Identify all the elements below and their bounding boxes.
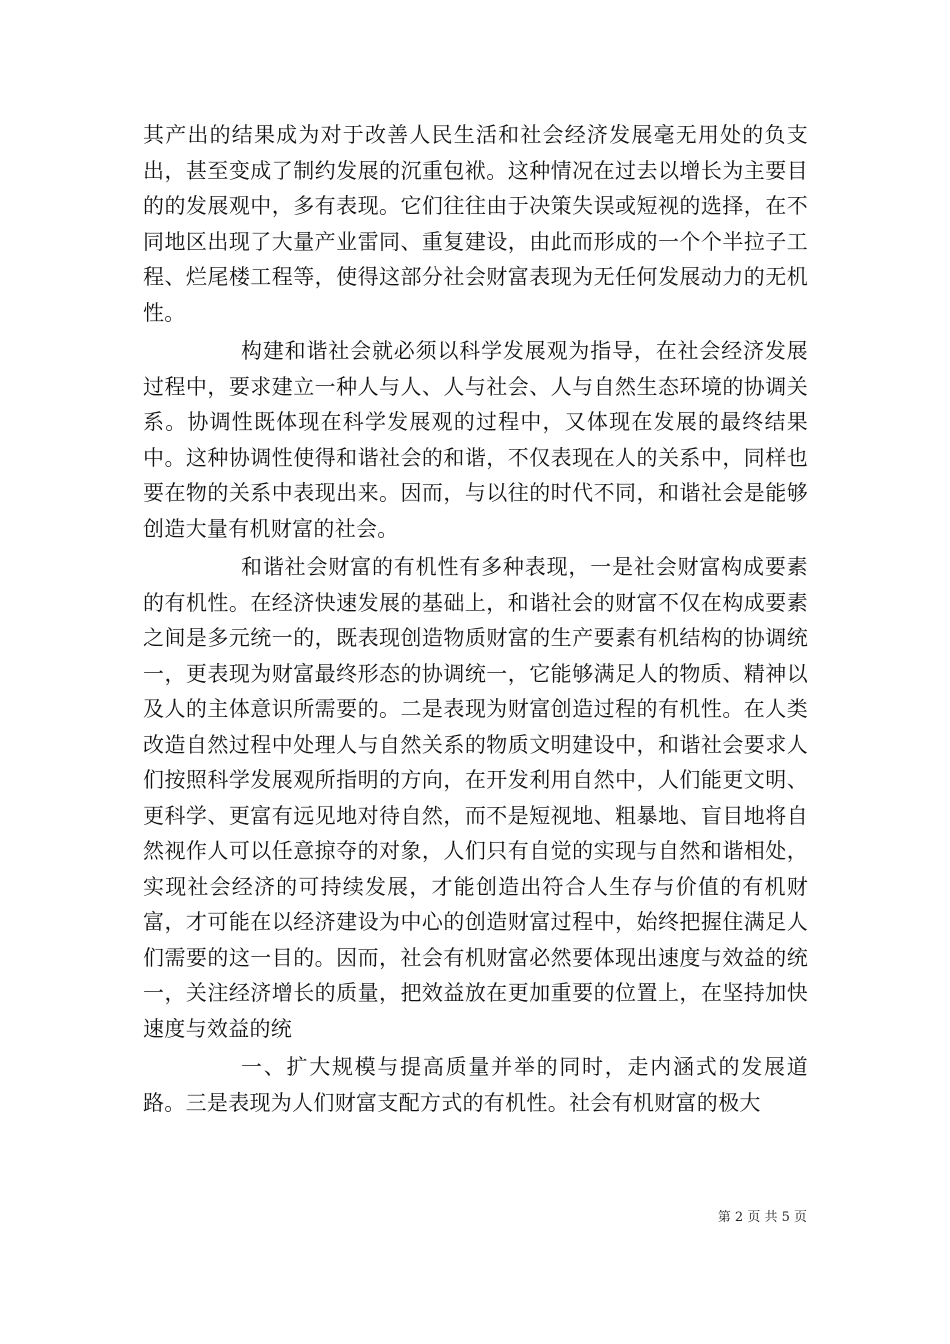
paragraph-1: 其产出的结果成为对于改善人民生活和社会经济发展毫无用处的负支出，甚至变成了制约发展的沉重包袱。这种情况在过去以增长为主要目的的发展观中，多有表现。它们往往由于决策失误或短视的选择，在不同地区出现了大量产业雷同、重复建设，由此而形成的一个个半拉子工程、烂尾楼工程等，使得这部分社会财富表现为无任何发展动力的无机性。 bbox=[143, 123, 808, 325]
paragraph-2: 构建和谐社会就必须以科学发展观为指导，在社会经济发展过程中，要求建立一种人与人、人与社会、人与自然生态环境的协调关系。协调性既体现在科学发展观的过程中，又体现在发展的最终结果中。这种协调性使得和谐社会的和谐，不仅表现在人的关系中，同样也要在物的关系中表现出来。因而，与以往的时代不同，和谐社会是能够创造大量有机财富的社会。 bbox=[143, 339, 808, 541]
paragraph-3: 和谐社会财富的有机性有多种表现，一是社会财富构成要素的有机性。在经济快速发展的基础上，和谐社会的财富不仅在构成要素之间是多元统一的，既表现创造物质财富的生产要素有机结构的协调统一，更表现为财富最终形态的协调统一，它能够满足人的物质、精神以及人的主体意识所需要的。二是表现为财富创造过程的有机性。在人类改造自然过程中处理人与自然关系的物质文明建设中，和谐社会要求人们按照科学发展观所指明的方向，在开发利用自然中，人们能更文明、更科学、更富有远见地对待自然，而不是短视地、粗暴地、盲目地将自然视作人可以任意掠夺的对象，人们只有自觉的实现与自然和谐相处，实现社会经济的可持续发展，才能创造出符合人生存与价值的有机财富，才可能在以经济建设为中心的创造财富过程中，始终把握住满足人们需要的这一目的。因而，社会有机财富必然要体现出速度与效益的统一，关注经济增长的质量，把效益放在更加重要的位置上，在坚持加快速度与效益的统 bbox=[143, 555, 808, 1041]
page-number: 第 2 页 共 5 页 bbox=[717, 1210, 807, 1225]
paragraph-4: 一、扩大规模与提高质量并举的同时，走内涵式的发展道路。三是表现为人们财富支配方式的有机性。社会有机财富的极大 bbox=[143, 1055, 808, 1115]
document-body bbox=[143, 118, 808, 1124]
